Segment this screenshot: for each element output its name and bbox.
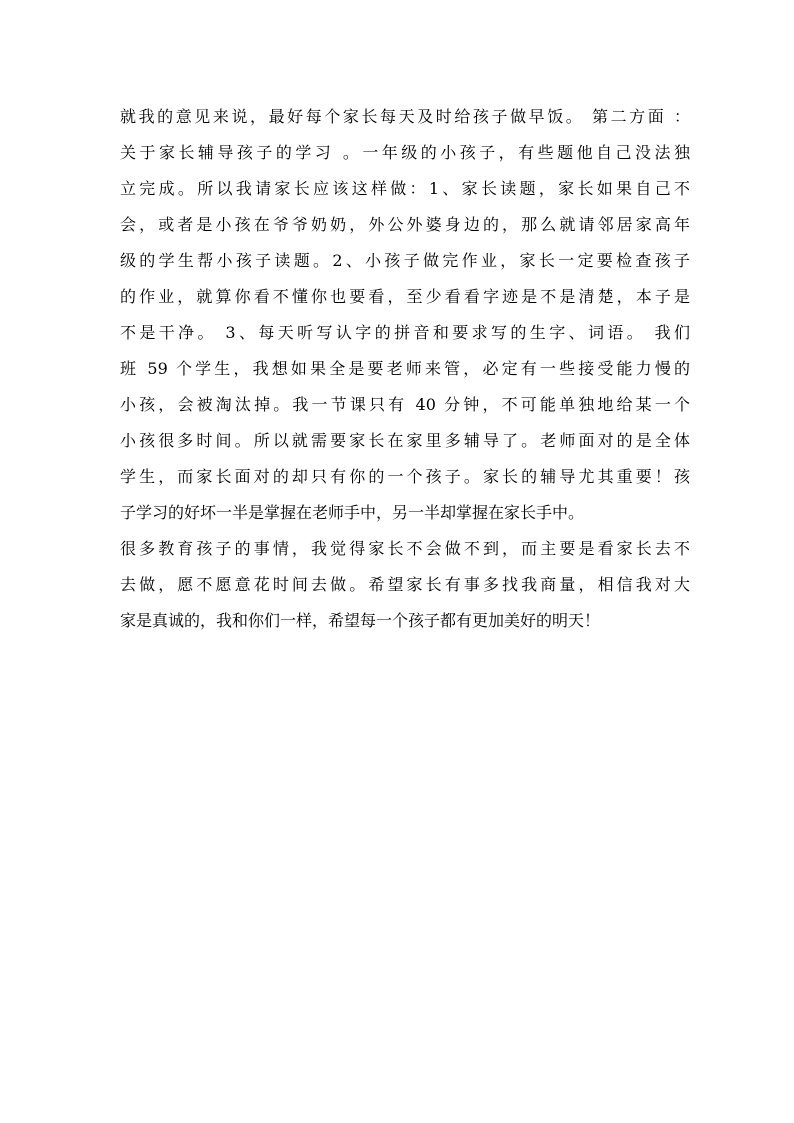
text-line: 的作业，就算你看不懂你也要看，至少看看字迹是不是清楚，本子是 bbox=[120, 287, 690, 306]
text-line: 家是真诚的，我和你们一样，希望每一个孩子都有更加美好的明天！ bbox=[120, 611, 601, 630]
text-line: 关于家长辅导孩子的学习 。一年级的小孩子，有些题他自己没法独 bbox=[120, 143, 690, 162]
text-line: 不是干净。 3、每天听写认字的拼音和要求写的生字、词语。 我们 bbox=[120, 323, 690, 342]
text-line: 级的学生帮小孩子读题。2、小孩子做完作业，家长一定要检查孩子 bbox=[120, 251, 690, 270]
text-line: 子学习的好坏一半是掌握在老师手中，另一半却掌握在家长手中。 bbox=[120, 503, 585, 522]
text-line: 小孩，会被淘汰掉。我一节课只有 40 分钟，不可能单独地给某一个 bbox=[120, 395, 690, 414]
text-line: 立完成。所以我请家长应该这样做：1、家长读题，家长如果自己不 bbox=[120, 179, 690, 198]
text-line: 就我的意见来说，最好每个家长每天及时给孩子做早饭。 第二方面 ： bbox=[120, 107, 690, 126]
text-line: 学生，而家长面对的却只有你的一个孩子。家长的辅导尤其重要！孩 bbox=[120, 467, 690, 486]
text-line: 去做，愿不愿意花时间去做。希望家长有事多找我商量，相信我对大 bbox=[120, 575, 690, 594]
body-text bbox=[120, 99, 690, 639]
text-line: 会，或者是小孩在爷爷奶奶，外公外婆身边的，那么就请邻居家高年 bbox=[120, 215, 690, 234]
text-line: 小孩很多时间。所以就需要家长在家里多辅导了。老师面对的是全体 bbox=[120, 431, 690, 450]
text-line: 很多教育孩子的事情，我觉得家长不会做不到，而主要是看家长去不 bbox=[120, 539, 690, 558]
text-line: 班 59 个学生，我想如果全是要老师来管，必定有一些接受能力慢的 bbox=[120, 359, 690, 378]
